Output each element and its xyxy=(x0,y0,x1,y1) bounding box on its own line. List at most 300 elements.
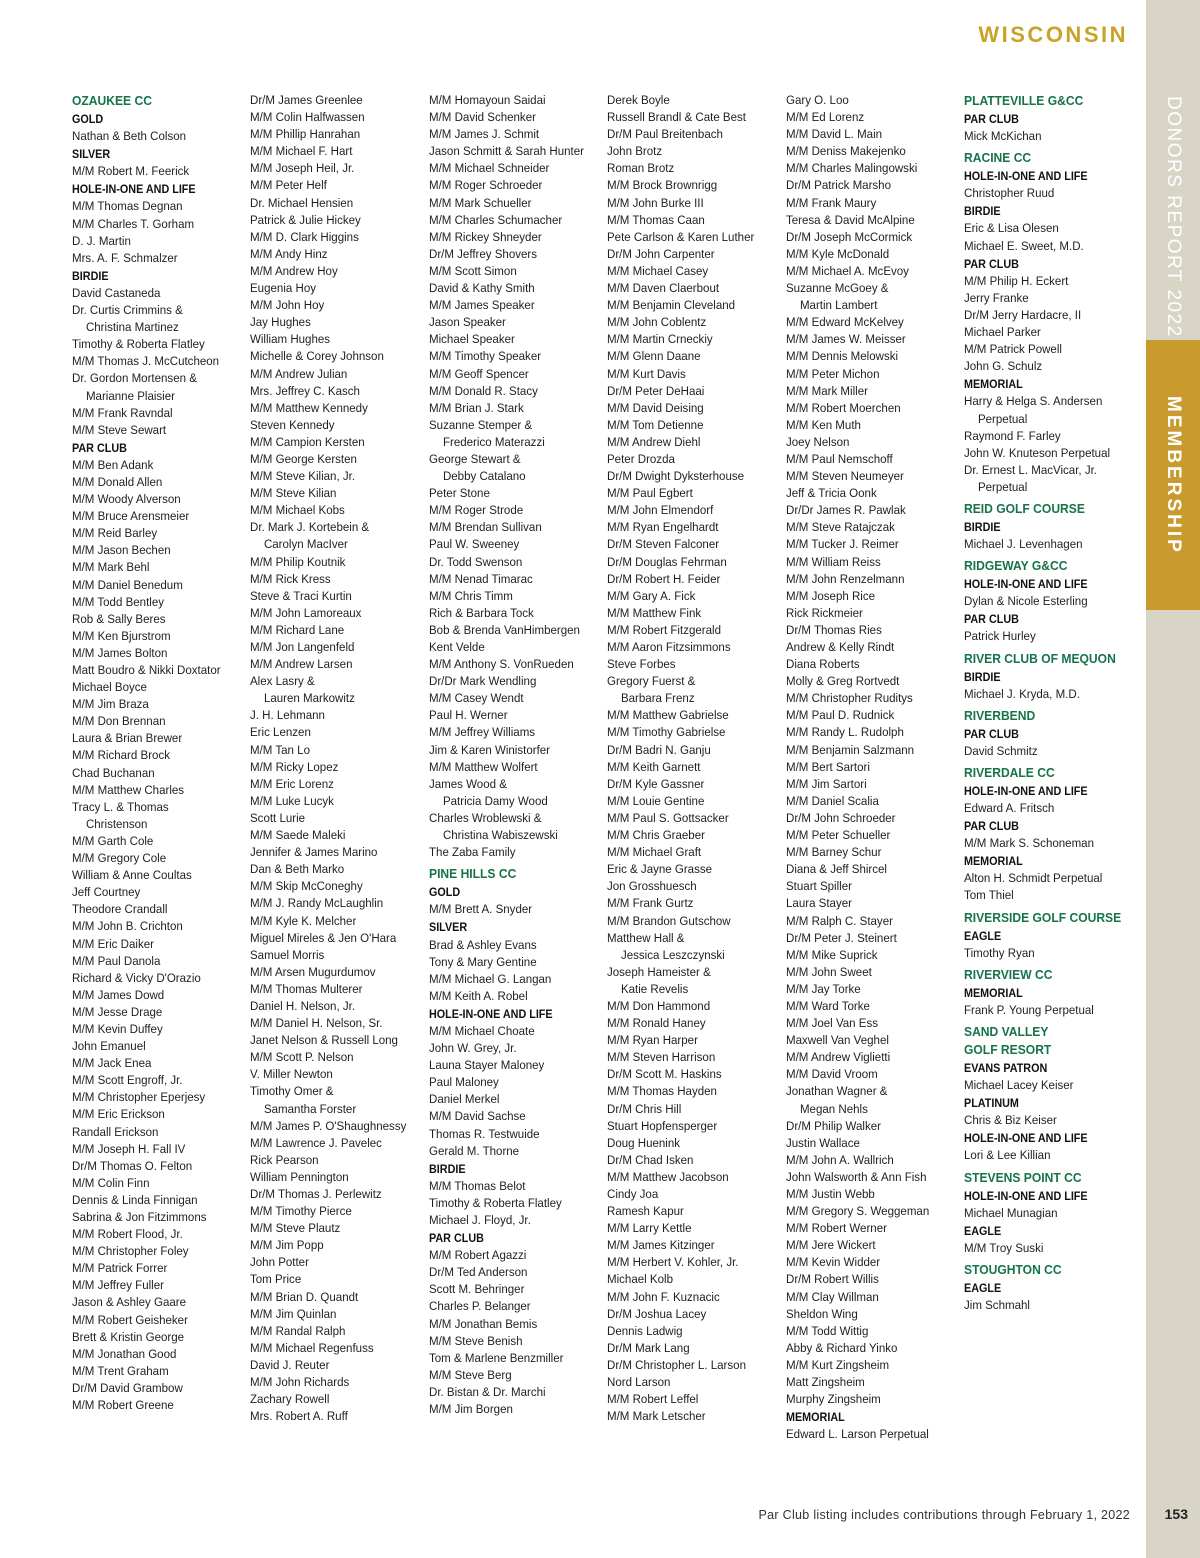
donor-name: M/M George Kersten xyxy=(250,451,357,466)
donor-name: M/M David Schenker xyxy=(429,110,536,125)
donor-column-3 xyxy=(429,92,603,1418)
donor-name: Charles P. Belanger xyxy=(429,1299,531,1314)
donor-name: Dr/M Thomas J. Perlewitz xyxy=(250,1187,382,1201)
giving-level: BIRDIE xyxy=(964,205,1001,219)
donor-name: M/M Donald Allen xyxy=(72,474,163,489)
donor-name: M/M Ricky Lopez xyxy=(250,759,339,774)
donor-name: M/M Todd Bentley xyxy=(72,594,165,609)
donor-name: Derek Boyle xyxy=(607,93,670,107)
donor-name: Teresa & David McAlpine xyxy=(786,212,915,227)
donor-name: M/M Peter Schueller xyxy=(786,828,891,843)
donor-name: Dr/M John Schroeder xyxy=(786,810,896,825)
donor-name: Dr/M John Carpenter xyxy=(607,246,715,261)
donor-name: M/M Gregory S. Weggeman xyxy=(786,1204,930,1219)
donor-name: Dr/M Scott M. Haskins xyxy=(607,1067,722,1082)
donor-name: Dennis Ladwig xyxy=(607,1323,683,1338)
donor-name: Miguel Mireles & Jen O'Hara xyxy=(250,930,397,945)
donor-name: M/M James Bolton xyxy=(72,645,168,660)
section-tab xyxy=(1146,340,1200,610)
donor-name: M/M John Sweet xyxy=(786,964,872,979)
donor-name: James Wood & xyxy=(429,776,507,791)
donor-name: M/M Benjamin Cleveland xyxy=(607,298,736,313)
donor-name: Christina Wabiszewski xyxy=(442,828,558,843)
donor-column-4 xyxy=(607,92,781,1425)
donor-name: M/M Reid Barley xyxy=(72,526,158,541)
giving-level: PAR CLUB xyxy=(964,613,1019,627)
donor-name: Dr/M Thomas O. Felton xyxy=(72,1158,193,1173)
donor-name: M/M Jack Enea xyxy=(72,1056,152,1071)
donor-name: M/M Ward Torke xyxy=(786,998,870,1013)
donor-name: Jennifer & James Marino xyxy=(250,845,378,860)
donor-name: M/M Jeffrey Williams xyxy=(429,725,536,740)
club-heading: RIVER CLUB OF MEQUON xyxy=(964,650,1116,666)
donor-name: David Castaneda xyxy=(72,285,161,300)
donor-name: M/M James Kitzinger xyxy=(607,1238,715,1253)
donor-name: M/M Robert Agazzi xyxy=(429,1248,527,1263)
donor-name: M/M Mark Miller xyxy=(786,383,868,398)
donor-name: John W. Knuteson Perpetual xyxy=(964,445,1111,460)
donor-name: Ramesh Kapur xyxy=(607,1204,684,1219)
donor-name: M/M John Richards xyxy=(250,1375,350,1390)
donor-name: M/M Chris Graeber xyxy=(607,828,705,843)
donor-name: Dennis & Linda Finnigan xyxy=(72,1192,198,1207)
donor-name: M/M Scott P. Nelson xyxy=(250,1050,354,1065)
donor-name: Murphy Zingsheim xyxy=(786,1392,881,1407)
donor-name: M/M Tucker J. Reimer xyxy=(786,537,899,552)
donor-name: M/M Randal Ralph xyxy=(250,1323,346,1338)
club-heading: STEVENS POINT CC xyxy=(964,1169,1082,1185)
giving-level: BIRDIE xyxy=(964,520,1001,534)
donor-name: M/M Andy Hinz xyxy=(250,246,328,261)
donor-name: M/M Ryan Engelhardt xyxy=(607,520,719,535)
donor-name: M/M Homayoun Saidai xyxy=(429,93,546,107)
donor-name: David Schmitz xyxy=(964,743,1038,758)
donor-name: Harry & Helga S. Andersen xyxy=(964,394,1103,409)
donor-name: Dr/M Robert H. Feider xyxy=(607,571,721,586)
donor-name: M/M Lawrence J. Pavelec xyxy=(250,1135,382,1150)
donor-name: M/M Frank Gurtz xyxy=(607,896,694,911)
donor-name: Dr/M Steven Falconer xyxy=(607,537,720,552)
donor-name: Jim Schmahl xyxy=(964,1297,1030,1312)
donor-name: Dylan & Nicole Esterling xyxy=(964,594,1088,609)
donor-name: Scott Lurie xyxy=(250,810,306,825)
donor-name: Michael J. Kryda, M.D. xyxy=(964,686,1080,701)
donor-name: Frederico Materazzi xyxy=(442,434,545,449)
donor-name: Dr/M Patrick Marsho xyxy=(786,178,892,193)
donor-name: M/M Christopher Foley xyxy=(72,1244,189,1259)
club-heading: RACINE CC xyxy=(964,150,1032,166)
donor-name: M/M Skip McConeghy xyxy=(250,879,363,894)
donor-name: Dr/Dr James R. Pawlak xyxy=(786,503,906,518)
donor-name: M/M Casey Wendt xyxy=(429,691,524,706)
donor-name: David & Kathy Smith xyxy=(429,281,535,296)
giving-level: PAR CLUB xyxy=(964,820,1019,834)
club-heading: PINE HILLS CC xyxy=(429,866,517,882)
donor-name: M/M Brett A. Snyder xyxy=(429,902,533,917)
donor-name: M/M Nenad Timarac xyxy=(429,571,533,586)
donor-name: Alton H. Schmidt Perpetual xyxy=(964,871,1103,886)
donor-name: Katie Revelis xyxy=(620,981,689,996)
donor-name: Michael Kolb xyxy=(607,1272,673,1287)
donor-name: Timothy & Roberta Flatley xyxy=(72,337,205,352)
donor-name: M/M Kevin Duffey xyxy=(72,1021,163,1036)
donor-name: M/M David Deising xyxy=(607,400,704,415)
donor-name: M/M Charles Malingowski xyxy=(786,161,918,176)
donor-name: Gregory Fuerst & xyxy=(607,674,696,689)
donor-name: Jason Speaker xyxy=(429,315,506,330)
donor-name: M/M Deniss Makejenko xyxy=(786,144,906,159)
donor-name: Dr/M Thomas Ries xyxy=(786,622,882,637)
donor-name: M/M David L. Main xyxy=(786,127,883,142)
donor-name: M/M John Coblentz xyxy=(607,315,707,330)
donor-name: Chad Buchanan xyxy=(72,765,155,780)
donor-name: M/M Martin Crneckiy xyxy=(607,332,713,347)
donor-name: M/M Gregory Cole xyxy=(72,851,167,866)
donor-name: M/M Timothy Gabrielse xyxy=(607,725,726,740)
donor-name: Peter Stone xyxy=(429,486,490,501)
donor-name: Jon Grosshuesch xyxy=(607,879,697,894)
donor-name: M/M Michael Schneider xyxy=(429,161,550,176)
donor-name: M/M Michael A. McEvoy xyxy=(786,263,909,278)
donor-name: M/M Anthony S. VonRueden xyxy=(429,657,574,672)
donor-name: M/M John Hoy xyxy=(250,298,325,313)
club-heading: SAND VALLEY xyxy=(964,1023,1049,1039)
giving-level: PAR CLUB xyxy=(964,257,1019,271)
donor-name: Molly & Greg Rortvedt xyxy=(786,674,900,689)
donor-name: Patricia Damy Wood xyxy=(442,793,548,808)
donor-name: M/M Richard Lane xyxy=(250,622,345,637)
donor-name: M/M Steve Kilian, Jr. xyxy=(250,469,356,484)
donor-name: Martin Lambert xyxy=(799,298,878,313)
donor-name: Tom Thiel xyxy=(964,888,1014,903)
donor-name: Paul Maloney xyxy=(429,1075,499,1090)
giving-level: MEMORIAL xyxy=(964,378,1023,392)
giving-level: HOLE-IN-ONE AND LIFE xyxy=(964,784,1088,798)
donor-name: M/M Daniel Benedum xyxy=(72,577,183,592)
donor-name: Doug Huenink xyxy=(607,1135,681,1150)
donor-name: Jerry Franke xyxy=(964,290,1029,305)
donor-name: M/M Justin Webb xyxy=(786,1187,875,1201)
donor-name: Dr. Curtis Crimmins & xyxy=(72,303,183,318)
club-heading: RIVERVIEW CC xyxy=(964,966,1053,982)
donor-name: Frank P. Young Perpetual xyxy=(964,1002,1094,1017)
donor-name: M/M Kurt Davis xyxy=(607,366,686,381)
donor-name: Theodore Crandall xyxy=(72,902,168,917)
donor-name: M/M Scott Simon xyxy=(429,263,517,278)
donor-name: Nord Larson xyxy=(607,1375,671,1390)
donor-name: M/M Gary A. Fick xyxy=(607,588,696,603)
donor-name: Dr/M Chris Hill xyxy=(607,1101,682,1116)
donor-name: M/M Brian D. Quandt xyxy=(250,1289,359,1304)
donor-name: M/M Thomas Multerer xyxy=(250,981,363,996)
donor-name: Dr. Mark J. Kortebein & xyxy=(250,520,370,535)
giving-level: HOLE-IN-ONE AND LIFE xyxy=(964,170,1088,184)
report-title: DONORS REPORT 2022 xyxy=(1163,96,1184,338)
donor-name: Jeff Courtney xyxy=(72,885,141,900)
giving-level: PAR CLUB xyxy=(72,441,127,455)
donor-name: M/M Barney Schur xyxy=(786,845,882,860)
donor-name: Nathan & Beth Colson xyxy=(72,129,187,144)
donor-name: M/M Jesse Drage xyxy=(72,1004,163,1019)
donor-name: Jim & Karen Winistorfer xyxy=(429,742,551,757)
donor-name: Patrick Hurley xyxy=(964,629,1036,644)
donor-name: Mrs. A. F. Schmalzer xyxy=(72,250,178,265)
donor-name: M/M John Lamoreaux xyxy=(250,605,362,620)
donor-name: Michelle & Corey Johnson xyxy=(250,349,384,364)
donor-name: M/M Keith Garnett xyxy=(607,759,701,774)
giving-level: EAGLE xyxy=(964,1281,1002,1295)
donor-name: M/M Steven Neumeyer xyxy=(786,469,904,484)
donor-name: Dr/M Ted Anderson xyxy=(429,1265,528,1280)
donor-name: Diana Roberts xyxy=(786,657,860,672)
donor-name: William Hughes xyxy=(250,332,331,347)
donor-name: M/M Daven Claerbout xyxy=(607,281,720,296)
donor-name: M/M Clay Willman xyxy=(786,1289,879,1304)
donor-name: Edward L. Larson Perpetual xyxy=(786,1427,929,1442)
donor-name: M/M Joseph Heil, Jr. xyxy=(250,161,355,176)
donor-name: Patrick & Julie Hickey xyxy=(250,212,361,227)
donor-name: M/M Patrick Forrer xyxy=(72,1261,168,1276)
donor-name: M/M Andrew Viglietti xyxy=(786,1050,891,1065)
donor-name: M/M Robert Moerchen xyxy=(786,400,901,415)
donor-name: M/M Peter Helf xyxy=(250,178,327,193)
donor-name: William & Anne Coultas xyxy=(72,868,192,883)
donor-name: M/M Keith A. Robel xyxy=(429,988,528,1003)
report-title-vertical xyxy=(1146,96,1200,336)
donor-name: Dr. Michael Hensien xyxy=(250,195,354,210)
donor-name: Peter Drozda xyxy=(607,451,675,466)
donor-name: John Walsworth & Ann Fish xyxy=(786,1169,927,1184)
donor-name: Dr/M Philip Walker xyxy=(786,1118,881,1133)
donor-name: Sabrina & Jon Fitzimmons xyxy=(72,1210,207,1224)
donor-name: M/M D. Clark Higgins xyxy=(250,229,359,244)
donor-name: M/M Brandon Gutschow xyxy=(607,913,731,928)
donor-name: M/M Randy L. Rudolph xyxy=(786,725,904,740)
donor-name: M/M Jim Popp xyxy=(250,1238,324,1253)
donor-name: Sheldon Wing xyxy=(786,1306,858,1321)
donor-name: Suzanne Stemper & xyxy=(429,417,533,432)
donor-name: Pete Carlson & Karen Luther xyxy=(607,229,755,244)
donor-name: Dr/M Joseph McCormick xyxy=(786,229,913,244)
donor-name: M/M Jonathan Good xyxy=(72,1346,177,1361)
donor-name: M/M Michael Regenfuss xyxy=(250,1340,374,1355)
donor-name: Lauren Markowitz xyxy=(263,691,355,706)
donor-name: Matt Boudro & Nikki Doxtator xyxy=(72,663,221,677)
donor-name: Jay Hughes xyxy=(250,315,311,330)
giving-level: SILVER xyxy=(429,921,468,935)
donor-name: Rich & Barbara Tock xyxy=(429,605,534,620)
donor-name: M/M Eric Erickson xyxy=(72,1107,165,1122)
donor-name: M/M Jon Langenfeld xyxy=(250,640,355,654)
donor-name: M/M Paul Danola xyxy=(72,953,161,968)
donor-name: William Pennington xyxy=(250,1169,349,1184)
donor-name: M/M Charles T. Gorham xyxy=(72,216,195,231)
donor-name: M/M Woody Alverson xyxy=(72,492,181,507)
donor-name: M/M David Vroom xyxy=(786,1067,878,1082)
donor-name: M/M Roger Strode xyxy=(429,503,524,518)
donor-name: Christenson xyxy=(85,816,148,831)
donor-name: M/M Mark S. Schoneman xyxy=(964,836,1095,851)
donor-name: Jeff & Tricia Oonk xyxy=(786,486,877,501)
donor-name: M/M Campion Kersten xyxy=(250,434,365,449)
donor-name: Eric & Lisa Olesen xyxy=(964,221,1059,236)
donor-name: Dan & Beth Marko xyxy=(250,862,345,877)
donor-name: D. J. Martin xyxy=(72,233,131,248)
donor-name: Michael E. Sweet, M.D. xyxy=(964,238,1084,253)
donor-name: Dr/M Joshua Lacey xyxy=(607,1306,707,1321)
donor-name: M/M Andrew Larsen xyxy=(250,657,353,672)
donor-name: M/M Kurt Zingsheim xyxy=(786,1357,890,1372)
donor-name: M/M James P. O'Shaughnessy xyxy=(250,1118,407,1133)
donor-name: M/M John B. Crichton xyxy=(72,919,183,934)
donor-name: Rick Pearson xyxy=(250,1152,319,1167)
donor-name: Joey Nelson xyxy=(786,434,850,449)
club-heading: RIVERSIDE GOLF COURSE xyxy=(964,909,1122,925)
donor-name: Jason Schmitt & Sarah Hunter xyxy=(429,144,585,159)
donor-name: Samuel Morris xyxy=(250,947,325,962)
page-number: 153 xyxy=(1164,1506,1188,1522)
donor-name: M/M Ben Adank xyxy=(72,457,154,472)
donor-name: M/M Paul Nemschoff xyxy=(786,451,893,466)
donor-name: M/M Steve Benish xyxy=(429,1333,523,1348)
donor-name: Perpetual xyxy=(977,411,1028,426)
donor-name: Timothy & Roberta Flatley xyxy=(429,1195,562,1210)
donor-name: M/M Ryan Harper xyxy=(607,1033,698,1048)
donor-column-2 xyxy=(250,92,424,1425)
donor-name: M/M Steve Sewart xyxy=(72,422,167,437)
donor-name: Richard & Vicky D'Orazio xyxy=(72,970,201,985)
donor-name: Gerald M. Thorne xyxy=(429,1143,520,1158)
donor-name: Laura Stayer xyxy=(786,896,852,911)
donor-name: The Zaba Family xyxy=(429,845,516,860)
donor-name: Dr/M Chad Isken xyxy=(607,1152,694,1167)
donor-name: George Stewart & xyxy=(429,451,521,466)
donor-name: Marianne Plaisier xyxy=(85,388,175,403)
donor-name: M/M Michael F. Hart xyxy=(250,144,353,159)
donor-name: M/M Brendan Sullivan xyxy=(429,520,542,535)
donor-name: M/M Thomas Caan xyxy=(607,212,705,227)
donor-name: Megan Nehls xyxy=(799,1101,868,1116)
donor-name: M/M Mark Schueller xyxy=(429,195,532,210)
donor-name: M/M Matthew Fink xyxy=(607,605,702,620)
donor-name: Diana & Jeff Shircel xyxy=(786,862,887,877)
donor-name: M/M John F. Kuznacic xyxy=(607,1289,720,1304)
donor-name: M/M Steve Berg xyxy=(429,1367,512,1382)
donor-name: M/M Louie Gentine xyxy=(607,793,705,808)
donor-name: M/M Edward McKelvey xyxy=(786,315,904,330)
donor-name: Michael J. Levenhagen xyxy=(964,537,1083,552)
donor-name: Tom & Marlene Benzmiller xyxy=(429,1350,564,1365)
donor-name: Mick McKichan xyxy=(964,129,1042,144)
donor-name: Laura & Brian Brewer xyxy=(72,731,183,746)
donor-name: Dr. Bistan & Dr. Marchi xyxy=(429,1384,546,1399)
donor-name: M/M Thomas Belot xyxy=(429,1178,526,1193)
donor-name: Kent Velde xyxy=(429,640,485,654)
donor-name: M/M Troy Suski xyxy=(964,1240,1044,1255)
donor-name: John W. Grey, Jr. xyxy=(429,1041,517,1056)
donor-name: Dr/M Peter DeHaai xyxy=(607,383,705,398)
donor-column-1 xyxy=(72,92,246,1414)
donor-name: Joseph Hameister & xyxy=(607,964,711,979)
giving-level: HOLE-IN-ONE AND LIFE xyxy=(964,578,1088,592)
donor-name: M/M Arsen Mugurdumov xyxy=(250,964,376,979)
donor-name: Dr/M Christopher L. Larson xyxy=(607,1357,746,1372)
donor-name: Cindy Joa xyxy=(607,1187,659,1201)
giving-level: BIRDIE xyxy=(964,670,1001,684)
donor-name: M/M William Reiss xyxy=(786,554,881,569)
donor-name: V. Miller Newton xyxy=(250,1067,333,1082)
donor-name: Steve & Traci Kurtin xyxy=(250,588,352,603)
donor-name: M/M John A. Wallrich xyxy=(786,1152,894,1167)
giving-level: EVANS PATRON xyxy=(964,1061,1048,1075)
donor-name: M/M Steve Ratajczak xyxy=(786,520,895,535)
donor-name: Edward A. Fritsch xyxy=(964,801,1055,815)
donor-name: Raymond F. Farley xyxy=(964,428,1061,443)
donor-name: Janet Nelson & Russell Long xyxy=(250,1033,398,1048)
donor-name: M/M Paul S. Gottsacker xyxy=(607,810,729,825)
donor-name: M/M Rickey Shneyder xyxy=(429,229,542,244)
donor-name: Matt Zingsheim xyxy=(786,1375,865,1390)
donor-name: M/M Luke Lucyk xyxy=(250,793,334,808)
donor-name: M/M Tan Lo xyxy=(250,742,310,757)
donor-name: J. H. Lehmann xyxy=(250,708,325,723)
donor-name: Jessica Leszczynski xyxy=(620,947,725,962)
donor-name: M/M Phillip Hanrahan xyxy=(250,127,361,142)
donor-name: Dr/M Mark Lang xyxy=(607,1340,690,1355)
donor-name: M/M Frank Maury xyxy=(786,195,877,210)
donor-name: Daniel H. Nelson, Jr. xyxy=(250,998,356,1013)
donor-name: Alex Lasry & xyxy=(250,674,315,689)
donor-name: Samantha Forster xyxy=(263,1101,357,1116)
donor-name: M/M Daniel Scalia xyxy=(786,793,879,808)
donor-name: Jonathan Wagner & xyxy=(786,1084,888,1099)
donor-name: Maxwell Van Veghel xyxy=(786,1033,889,1048)
donor-name: M/M James W. Meisser xyxy=(786,332,906,347)
donor-name: M/M Jonathan Bemis xyxy=(429,1316,538,1331)
donor-name: M/M Matthew Jacobson xyxy=(607,1169,729,1184)
giving-level: MEMORIAL xyxy=(964,855,1023,869)
donor-name: M/M Todd Wittig xyxy=(786,1323,869,1338)
donor-name: Dr/M Kyle Gassner xyxy=(607,776,705,791)
donor-name: M/M Glenn Daane xyxy=(607,349,701,364)
donor-name: M/M Mark Letscher xyxy=(607,1409,706,1424)
donor-name: M/M Timothy Pierce xyxy=(250,1204,352,1219)
donor-name: Abby & Richard Yinko xyxy=(786,1340,898,1355)
donor-name: M/M Thomas Degnan xyxy=(72,199,183,214)
donor-name: M/M Aaron Fitzsimmons xyxy=(607,640,731,654)
donor-name: M/M Philip Koutnik xyxy=(250,554,346,569)
giving-level: EAGLE xyxy=(964,929,1002,943)
donor-name: M/M Robert Fitzgerald xyxy=(607,622,721,637)
side-bar xyxy=(1146,0,1200,1558)
donor-name: Timothy Ryan xyxy=(964,945,1035,960)
donor-name: M/M Steve Kilian xyxy=(250,486,337,501)
donor-name: M/M Michael Kobs xyxy=(250,503,345,518)
donor-name: Eric Lenzen xyxy=(250,725,311,740)
donor-name: M/M Tom Detienne xyxy=(607,417,704,432)
giving-level: HOLE-IN-ONE AND LIFE xyxy=(72,183,196,197)
club-heading: REID GOLF COURSE xyxy=(964,500,1085,516)
donor-name: Bob & Brenda VanHimbergen xyxy=(429,622,580,637)
donor-name: M/M James Dowd xyxy=(72,987,165,1002)
donor-name: Suzanne McGoey & xyxy=(786,281,889,296)
donor-name: M/M Joel Van Ess xyxy=(786,1016,879,1031)
donor-name: M/M Robert Werner xyxy=(786,1221,887,1236)
giving-level: BIRDIE xyxy=(429,1162,466,1176)
donor-column-5 xyxy=(786,92,960,1443)
donor-name: M/M Brian J. Stark xyxy=(429,400,524,415)
donor-name: M/M Thomas Hayden xyxy=(607,1084,717,1099)
